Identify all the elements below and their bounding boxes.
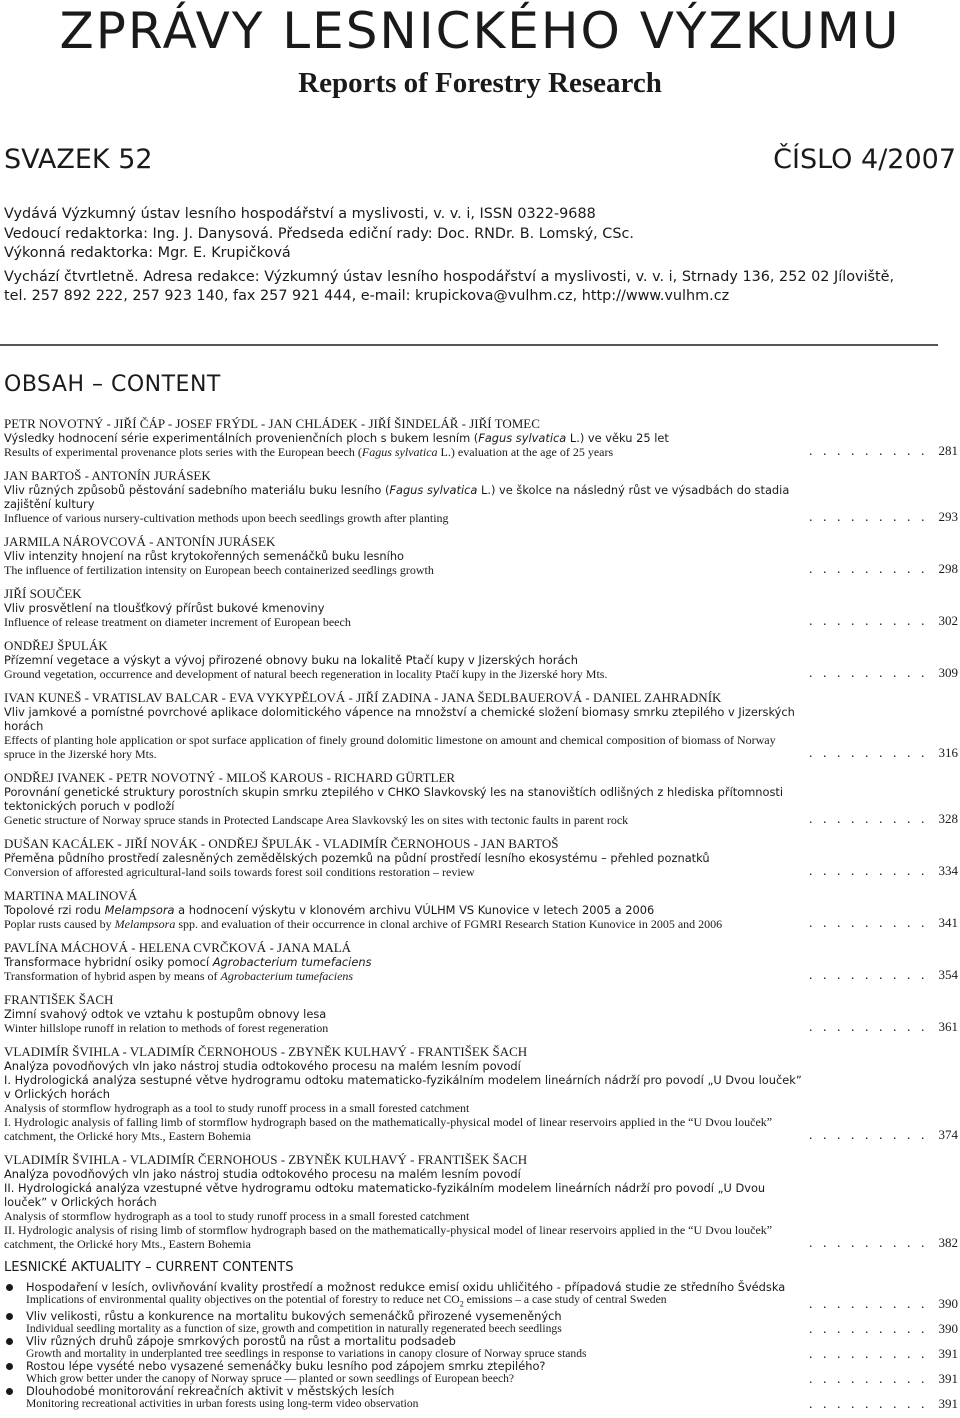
entry-subtitle-en: II. Hydrologic analysis of rising limb of stormflow hydrograph based on the mathematically-physical model of linear reservoirs applied in the “U Dvou loučekˮ catchment, the Orlické hory Mts., Eastern Bohemia: [4, 1223, 773, 1251]
entry-page: . . . . . . . . . 316: [809, 745, 958, 761]
divider-rule: [0, 344, 938, 346]
entry-page: . . . . . . . . . 334: [809, 863, 958, 879]
entry-authors: FRANTIŠEK ŠACH: [4, 992, 114, 1007]
imprint-executive-editor: Výkonná redaktorka: Mgr. E. Krupičková: [4, 245, 291, 262]
entry-title-cz: Topolové rzi rodu Melampsora a hodnocení výskytu v klonovém archivu VÚLHM VS Kunovice v letech 2005 a 2006: [4, 903, 655, 917]
toc-entry: [4, 586, 960, 629]
journal-title: ZPRÁVY LESNICKÉHO VÝZKUMU: [59, 2, 901, 60]
news-page: . . . . . . . . . 390: [809, 1296, 958, 1313]
entry-title-en: Conversion of afforested agricultural-land soils towards forest soil conditions restoration – review: [4, 865, 475, 879]
entry-subtitle-cz: II. Hydrologická analýza vzestupné větve hydrogramu odtoku matematicko-fyzikálním modelem lineárních nádrží pro povodí „U Dvou loučekˮ v Orlických horách: [4, 1181, 766, 1209]
news-item: [4, 1280, 960, 1313]
toc-entry: [4, 888, 960, 931]
entry-title-cz: Vliv prosvětlení na tloušťkový přírůst bukové kmenoviny: [4, 601, 325, 615]
toc-entry: [4, 1044, 960, 1143]
entry-page: . . . . . . . . . 328: [809, 811, 958, 827]
entry-title-cz: Zimní svahový odtok ve vztahu k postupům obnovy lesa: [4, 1007, 327, 1021]
entry-subtitle-cz: I. Hydrologická analýza sestupné větve hydrogramu odtoku matematicko-fyzikálním modelem lineárních nádrží pro povodí „U Dvou loučekˮ v Orlických horách: [4, 1073, 802, 1101]
toc-entry: [4, 836, 960, 879]
entry-authors: VLADIMÍR ŠVIHLA - VLADIMÍR ČERNOHOUS - ZBYNĚK KULHAVÝ - FRANTIŠEK ŠACH: [4, 1152, 528, 1167]
entry-page: . . . . . . . . . 341: [809, 915, 958, 931]
entry-title-en: Effects of planting hole application or spot surface application of finely ground dolomitic limestone on amount and chemical composition of biomass of Norway spruce in the Jizerské hory Mts.: [4, 733, 776, 761]
imprint: [4, 205, 956, 307]
entry-title-en: Analysis of stormflow hydrograph as a tool to study runoff process in a small forested catchment: [4, 1209, 470, 1223]
news-heading: LESNICKÉ AKTUALITY – CURRENT CONTENTS: [4, 1260, 294, 1275]
news-page: . . . . . . . . . 390: [809, 1321, 958, 1338]
news-item: [4, 1359, 960, 1388]
entry-authors: ONDŘEJ ŠPULÁK: [4, 638, 108, 653]
news-title-cz: Vliv různých druhů zápoje smrkových porostů na růst a mortalitu podsadeb: [26, 1334, 456, 1349]
entry-authors: JAN BARTOŠ - ANTONÍN JURÁSEK: [4, 468, 211, 483]
toc-entry: [4, 940, 960, 983]
news-page: . . . . . . . . . 391: [809, 1371, 958, 1388]
news-title-en: Growth and mortality in underplanted tree seedlings in response to variations in canopy closure of Norway spruce stands: [26, 1347, 587, 1361]
table-of-contents: [4, 416, 960, 1413]
bullet-icon: [6, 1313, 13, 1320]
bullet-icon: [6, 1338, 13, 1345]
entry-title-en: Poplar rusts caused by Melampsora spp. and evaluation of their occurrence in clonal archive of FGMRI Research Station Kunovice in 2005 and 2006: [4, 917, 723, 931]
entry-title-en: The influence of fertilization intensity on European beech containerized seedlings growth: [4, 563, 434, 577]
news-item: [4, 1384, 960, 1413]
entry-authors: JARMILA NÁROVCOVÁ - ANTONÍN JURÁSEK: [4, 534, 276, 549]
entry-authors: ONDŘEJ IVANEK - PETR NOVOTNÝ - MILOŠ KAROUS - RICHARD GÜRTLER: [4, 770, 456, 785]
entry-title-en: Results of experimental provenance plots series with the European beech (Fagus sylvatica L.) evaluation at the age of 25 years: [4, 445, 614, 459]
entry-title-en: Winter hillslope runoff in relation to methods of forest regeneration: [4, 1021, 329, 1035]
entry-title-cz: Porovnání genetické struktury porostních skupin smrku ztepilého v CHKO Slavkovský les na stanovištích odlišných z hlediska přítomnosti tektonických poruch v podloží: [4, 785, 784, 813]
toc-entry: [4, 416, 960, 459]
imprint-contact: tel. 257 892 222, 257 923 140, fax 257 921 444, e-mail: krupickova@vulhm.cz, http://www.vulhm.cz: [4, 288, 730, 305]
entry-page: . . . . . . . . . 382: [809, 1235, 958, 1251]
imprint-publisher: Vydává Výzkumný ústav lesního hospodářství a myslivosti, v. v. i, ISSN 0322-9688: [4, 206, 596, 222]
bullet-icon: [6, 1388, 13, 1395]
imprint-address: Vychází čtvrtletně. Adresa redakce: Výzkumný ústav lesního hospodářství a myslivosti, v. v. i, Strnady 136, 252 02 Jíloviště,: [4, 268, 895, 285]
entry-title-cz: Vliv intenzity hnojení na růst krytokořenných semenáčků buku lesního: [4, 549, 405, 563]
entry-page: . . . . . . . . . 309: [809, 665, 958, 681]
news-page: . . . . . . . . . 391: [809, 1396, 958, 1413]
journal-subtitle: Reports of Forestry Research: [298, 67, 662, 99]
entry-authors: MARTINA MALINOVÁ: [4, 888, 138, 903]
entry-title-en: Analysis of stormflow hydrograph as a tool to study runoff process in a small forested catchment: [4, 1101, 470, 1115]
toc-entry: [4, 468, 960, 525]
issue-label: ČÍSLO 4/2007: [773, 144, 956, 175]
entry-title-en: Ground vegetation, occurrence and development of natural beech regeneration in locality Ptačí kupy in the Jizerské hory Mts.: [4, 667, 608, 681]
toc-entry: [4, 770, 960, 827]
volume-label: SVAZEK 52: [4, 144, 153, 175]
contents-heading: OBSAH – CONTENT: [4, 372, 221, 397]
bullet-icon: [6, 1284, 13, 1291]
news-page: . . . . . . . . . 391: [809, 1346, 958, 1363]
entry-page: . . . . . . . . . 298: [809, 561, 958, 577]
news-title-cz: Rostou lépe vysété nebo vysazené semenáčky buku lesního pod zápojem smrku ztepilého?: [26, 1359, 546, 1374]
news-item: [4, 1309, 960, 1338]
entry-page: . . . . . . . . . 354: [809, 967, 958, 983]
entry-title-cz: Analýza povodňových vln jako nástroj studia odtokového procesu na malém lesním povodí: [4, 1167, 521, 1181]
entry-title-cz: Vliv různých způsobů pěstování sadebního materiálu buku lesního (Fagus sylvatica L.) ve školce na následný růst ve výsadbách do stadia zajištění kultury: [4, 483, 790, 511]
news-title-en: Which grow better under the canopy of Norway spruce — planted or sown seedlings of European beech?: [26, 1372, 515, 1386]
news-title-en: Implications of environmental quality objectives on the potential of forestry to reduce net $CO_2$ emissions – a case study of central Sweden: [26, 1293, 667, 1309]
entry-title-cz: Transformace hybridní osiky pomocí Agrobacterium tumefaciens: [4, 955, 372, 969]
entry-title-en: Influence of release treatment on diameter increment of European beech: [4, 615, 351, 629]
news-title-cz: Hospodaření v lesích, ovlivňování kvality prostředí a možnost redukce emisí oxidu uhličitého - případová studie ze středního Švédska: [26, 1280, 786, 1294]
entry-authors: IVAN KUNEŠ - VRATISLAV BALCAR - EVA VYKYPĚLOVÁ - JIŘÍ ZADINA - JANA ŠEDLBAUEROVÁ - DANIEL ZAHRADNÍK: [4, 690, 722, 705]
entry-subtitle-en: I. Hydrologic analysis of falling limb of stormflow hydrograph based on the mathematically-physical model of linear reservoirs applied in the “U Dvou loučekˮ catchment, the Orlické hory Mts., Eastern Bohemia: [4, 1115, 773, 1143]
entry-title-cz: Výsledky hodnocení série experimentálních provenienčních ploch s bukem lesním (Fagus sylvatica L.) ve věku 25 let: [4, 431, 669, 445]
entry-title-cz: Vliv jamkové a pomístné povrchové aplikace dolomitického vápence na množství a chemické složení biomasy smrku ztepilého v Jizerských horách: [4, 705, 795, 733]
entry-page: . . . . . . . . . 293: [809, 509, 958, 525]
entry-authors: DUŠAN KACÁLEK - JIŘÍ NOVÁK - ONDŘEJ ŠPULÁK - VLADIMÍR ČERNOHOUS - JAN BARTOŠ: [4, 836, 559, 851]
bullet-icon: [6, 1363, 13, 1370]
entry-title-en: Influence of various nursery-cultivation methods upon beech seedlings growth after planting: [4, 511, 449, 525]
entry-authors: JIŘÍ SOUČEK: [4, 586, 82, 601]
entry-title-cz: Přeměna půdního prostředí zalesněných zemědělských pozemků na půdní prostředí lesního ekosystému – přehled poznatků: [4, 851, 710, 865]
entry-title-en: Genetic structure of Norway spruce stands in Protected Landscape Area Slavkovský les on sites with tectonic faults in parent rock: [4, 813, 629, 827]
news-item: [4, 1334, 960, 1363]
toc-entry: [4, 992, 960, 1035]
entry-authors: PAVLÍNA MÁCHOVÁ - HELENA CVRČKOVÁ - JANA MALÁ: [4, 940, 352, 955]
entry-authors: VLADIMÍR ŠVIHLA - VLADIMÍR ČERNOHOUS - ZBYNĚK KULHAVÝ - FRANTIŠEK ŠACH: [4, 1044, 528, 1059]
entry-title-cz: Analýza povodňových vln jako nástroj studia odtokového procesu na malém lesním povodí: [4, 1059, 521, 1073]
news-title-en: Individual seedling mortality as a function of size, growth and competition in naturally regenerated beech seedlings: [26, 1322, 562, 1336]
entry-page: . . . . . . . . . 302: [809, 613, 958, 629]
toc-entry: [4, 690, 960, 761]
entry-page: . . . . . . . . . 281: [809, 443, 958, 459]
imprint-editors: Vedoucí redaktorka: Ing. J. Danysová. Předseda ediční rady: Doc. RNDr. B. Lomský, CSc.: [4, 225, 634, 242]
entry-page: . . . . . . . . . 374: [809, 1127, 958, 1143]
entry-page: . . . . . . . . . 361: [809, 1019, 958, 1035]
news-title-cz: Dlouhodobé monitorování rekreačních aktivit v městských lesích: [26, 1384, 395, 1399]
entry-authors: PETR NOVOTNÝ - JIŘÍ ČÁP - JOSEF FRÝDL - JAN CHLÁDEK - JIŘÍ ŠINDELÁŘ - JIŘÍ TOMEC: [4, 416, 540, 431]
entry-title-en: Transformation of hybrid aspen by means of Agrobacterium tumefaciens: [4, 969, 354, 983]
news-title-en: Monitoring recreational activities in urban forests using long-term video observation: [26, 1397, 419, 1411]
entry-title-cz: Přízemní vegetace a výskyt a vývoj přirozené obnovy buku na lokalitě Ptačí kupy v Jizerských horách: [4, 653, 578, 667]
toc-entry: [4, 638, 960, 681]
news-title-cz: Vliv velikosti, růstu a konkurence na mortalitu bukových semenáčků přirozené vysemeněných: [26, 1309, 562, 1324]
toc-entry: [4, 534, 960, 577]
toc-entry: [4, 1152, 960, 1251]
